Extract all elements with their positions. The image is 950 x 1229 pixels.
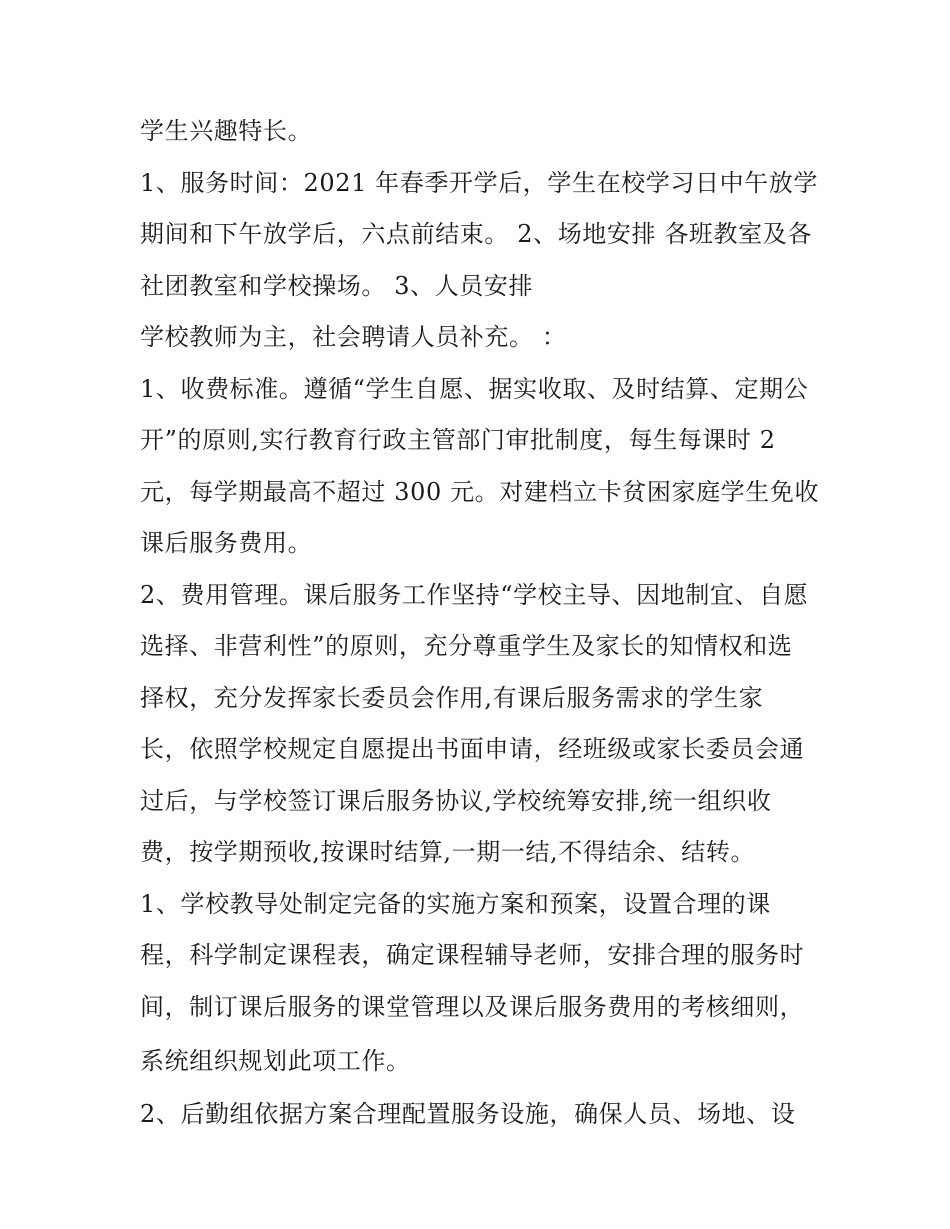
text-line-10: 2、费用管理。课后服务工作坚持“学校主导、因地制宜、自愿 bbox=[140, 580, 809, 609]
text-line-6: 1、收费标准。遵循“学生自愿、据实收取、及时结算、定期公 bbox=[140, 374, 809, 403]
text-line-2: 1、服务时间：2021 年春季开学后，学生在校学习日中午放学 bbox=[140, 168, 818, 197]
text-line-1: 学生兴趣特长。 bbox=[140, 117, 313, 145]
text-line-15: 费，按学期预收,按课时结算,一期一结,不得结余、结转。 bbox=[140, 838, 756, 866]
text-line-19: 系统组织规划此项工作。 bbox=[140, 1047, 411, 1075]
text-line-9: 课后服务费用。 bbox=[140, 529, 313, 557]
text-line-13: 长，依照学校规定自愿提出书面申请，经班级或家长委员会通 bbox=[140, 735, 805, 763]
text-line-20: 2、后勤组依据方案合理配置服务设施，确保人员、场地、设 bbox=[140, 1100, 796, 1128]
text-line-16: 1、学校教导处制定完备的实施方案和预案，设置合理的课 bbox=[140, 889, 771, 918]
text-line-5: 学校教师为主，社会聘请人员补充。 ： bbox=[140, 323, 567, 351]
text-line-14: 过后，与学校签订课后服务协议,学校统筹安排,统一组织收 bbox=[140, 786, 772, 815]
text-line-4: 社团教室和学校操场。 3、人员安排 bbox=[140, 271, 534, 300]
text-line-17: 程，科学制定课程表，确定课程辅导老师，安排合理的服务时 bbox=[140, 941, 805, 969]
document-body bbox=[140, 106, 830, 1141]
text-line-12: 择权，充分发挥家长委员会作用,有课后服务需求的学生家 bbox=[140, 683, 764, 712]
text-line-8: 元，每学期最高不超过 300 元。对建档立卡贫困家庭学生免收 bbox=[140, 477, 820, 506]
text-line-11: 选择、非营利性”的原则，充分尊重学生及家长的知情权和选 bbox=[140, 632, 793, 660]
text-line-18: 间，制订课后服务的课堂管理以及课后服务费用的考核细则， bbox=[140, 992, 805, 1021]
text-line-7: 开”的原则,实行教育行政主管部门审批制度，每生每课时 2 bbox=[140, 426, 776, 454]
text-line-3: 期间和下午放学后，六点前结束。 2、场地安排 各班教室及各 bbox=[140, 220, 812, 248]
